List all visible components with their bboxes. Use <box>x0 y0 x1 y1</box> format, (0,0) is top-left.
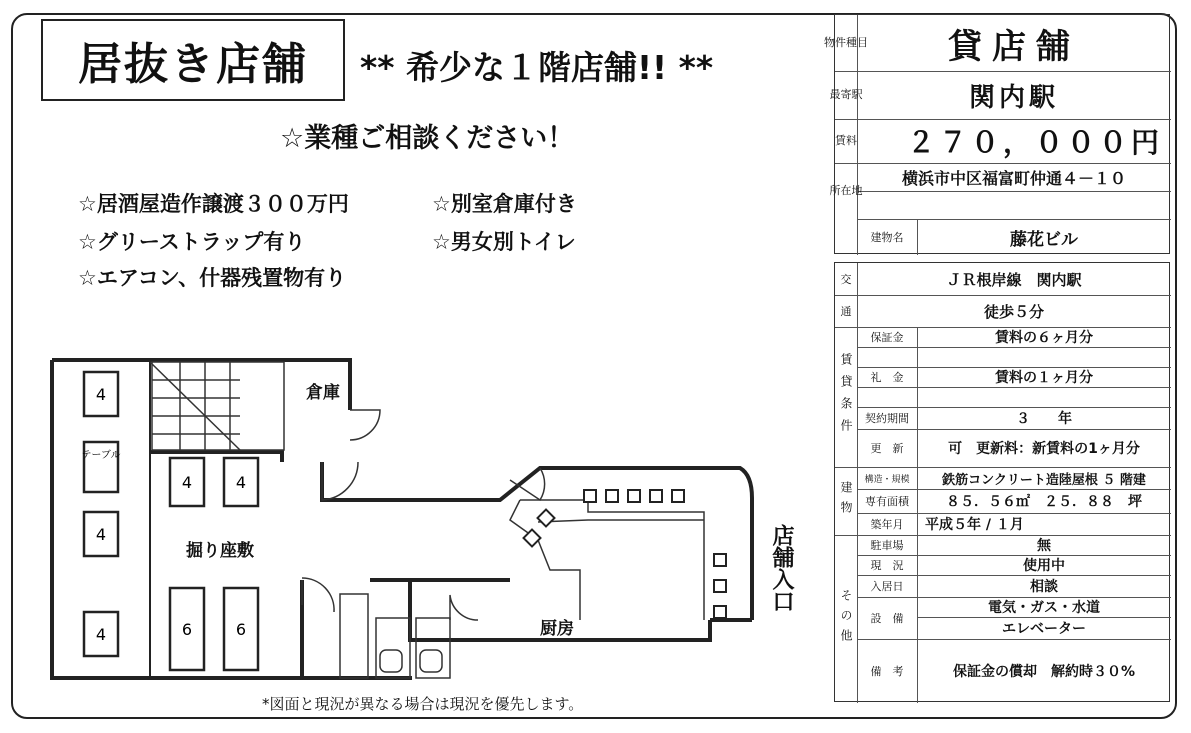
remarks-value: 保証金の償却 解約時３０% <box>952 664 1136 680</box>
building-label: 建物 <box>839 481 853 521</box>
rent-value: ２７０，０００円 <box>906 126 1163 159</box>
renewal-value: 可 更新料：新賃料の1ヶ月分 <box>948 441 1140 457</box>
table-label: テーブル <box>81 450 121 461</box>
remarks-label: 備 考 <box>870 665 904 678</box>
keymoney-label: 礼 金 <box>870 371 904 384</box>
type-value: 貸店舗 <box>948 26 1080 67</box>
building-name-label: 建物名 <box>870 231 904 244</box>
feature-aircon: ☆エアコン、什器残置物有り <box>78 266 347 290</box>
status-value: 使用中 <box>1023 558 1065 574</box>
period-label: 契約期間 <box>865 412 909 425</box>
built-value: 平成５年 / １月 <box>925 517 1024 533</box>
equipment-value-2: エレベーター <box>1002 621 1086 637</box>
storage-label: 倉庫 <box>306 383 340 403</box>
built-label: 築年月 <box>870 518 904 531</box>
type-label: 物件種目 <box>824 36 868 49</box>
other-label: その他 <box>839 589 853 649</box>
seat-label: 4 <box>95 525 107 544</box>
entrance-label: 店舗入口 <box>769 524 794 612</box>
deposit-value: 賃料の６ヶ月分 <box>995 330 1093 346</box>
disclaimer-note: *図面と現況が異なる場合は現況を優先します。 <box>262 695 584 713</box>
parking-value: 無 <box>1037 538 1051 554</box>
movein-value: 相談 <box>1030 579 1058 595</box>
horigotatsu-label: 掘り座敷 <box>186 541 254 561</box>
equipment-label: 設 備 <box>870 612 904 625</box>
access-walk: 徒歩５分 <box>983 302 1044 321</box>
parking-label: 駐車場 <box>870 539 904 552</box>
area-label: 専有面積 <box>865 495 909 508</box>
property-summary-table <box>824 14 1170 254</box>
seat-label: 4 <box>235 473 247 492</box>
period-value: ３ 年 <box>1016 411 1072 427</box>
renewal-label: 更 新 <box>870 442 904 455</box>
status-label: 現 況 <box>870 559 904 572</box>
seat-label: 4 <box>95 625 107 644</box>
kitchen-label: 厨房 <box>540 619 574 639</box>
address-value: 横浜市中区福富町仲通４－１０ <box>901 168 1126 188</box>
headline: ** 希少な１階店舗!! ** <box>360 48 714 87</box>
seat-label: 6 <box>181 620 193 639</box>
feature-grease-trap: ☆グリーストラップ有り <box>78 230 306 254</box>
seat-label: 4 <box>181 473 193 492</box>
access-label-2: 通 <box>840 305 852 318</box>
address-label: 所在地 <box>829 184 863 197</box>
subhead: ☆業種ご相談ください！ <box>280 123 575 154</box>
feature-transfer: ☆居酒屋造作譲渡３００万円 <box>78 192 349 216</box>
access-line: ＪＲ根岸線 関内駅 <box>946 270 1082 289</box>
feature-toilet: ☆男女別トイレ <box>432 230 576 254</box>
structure-label: 構造・規模 <box>864 474 910 485</box>
movein-label: 入居日 <box>870 580 904 593</box>
building-name-value: 藤花ビル <box>1010 229 1078 250</box>
station-label: 最寄駅 <box>829 88 863 101</box>
station-value: 関内駅 <box>968 82 1059 113</box>
seat-label: 6 <box>235 620 247 639</box>
listing-title: 居抜き店舗 <box>41 19 345 101</box>
feature-storage: ☆別室倉庫付き <box>432 192 577 216</box>
equipment-value-1: 電気・ガス・水道 <box>988 600 1100 616</box>
structure-value: 鉄筋コンクリート造陸屋根 ５ 階建 <box>942 472 1146 488</box>
seat-label: 4 <box>95 385 107 404</box>
floor-plan <box>40 350 780 685</box>
terms-label: 賃貸条件 <box>839 353 853 441</box>
keymoney-value: 賃料の１ヶ月分 <box>995 370 1093 386</box>
rent-label: 賃料 <box>835 134 857 147</box>
property-details-table <box>834 262 1170 702</box>
deposit-label: 保証金 <box>870 331 904 344</box>
area-value: ８５．５６㎡ ２５．８８ 坪 <box>946 494 1142 510</box>
access-label-1: 交 <box>840 273 852 286</box>
